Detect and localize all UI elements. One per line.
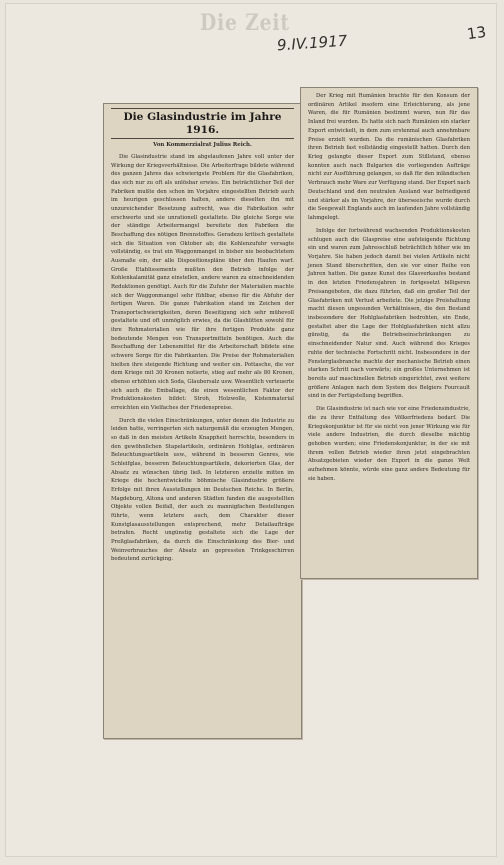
clipping-left-column (103, 103, 302, 739)
article-paragraph: Infolge der fortwährend wachsenden Produktionskosten schlugen auch die Glaspreise eine aufsteigende Richtung ein und waren zum Jahresschluß beträchtlich höher wie im Vorjahre. Sie haben jedoch damit bei vielen Artikeln nicht jenen Stand überschritten, den sie vor einer Reihe von Jahren hatten. Die ganze Kunst des Glasverkaufes bestand in den letzten Friedensjahren in fortgesetzt billigeren Preisangeboten, die dazu führten, daß ein großer Teil der Glasfabriken mit Verlust arbeitete. Die jetzige Preishaltung macht diesen ungesunden Verhältnissen, die den Bestand insbesondere der Hohlglasfabriken bedrohten, ein Ende, gestaltet aber die Lage der Hohlglasfabriken nicht allzu günstig, da die Betriebseinschränkungen zu einschneidender Natur sind. Auch während des Krieges ruhte der technische Fortschritt nicht. Insbesondere in der Fensterglasbranche machte der mechanische Betrieb einen starken Schritt nach vorwärts; ein großes Unternehmen ist bereits auf maschinellen Betrieb eingerichtet, zwei weitere größere Anlagen nach dem System des Belgiers Fourcault sind in der Fertigstellung begriffen. (308, 227, 470, 400)
clipping-right-column (300, 87, 478, 579)
article-paragraph: Durch die vielen Einschränkungen, unter denen die Industrie zu leiden hatte, verringerten sich naturgemäß die erzeugten Mengen, so daß in den meisten Artikeln Knappheit herrschte, besonders in den gewöhnlichen Stapelartikeln, ordinären Hohlglas, ordinären Beleuchtungsartikeln usw., während in besseren Genres, wie Schleifglas, besseren Beleuchtungsartikeln, dekorierten Glas, der Absatz zu wünschen übrig ließ. In letzteren erzielte mitten im Kriege die hochentwickelte böhmische Glasindustrie größere Erfolge mit ihren Ausstellungen im Deutschen Reiche. In Berlin, Magdeburg, Altona und anderen Städten fanden die ausgestellten Objekte vollen Beifall, der auch zu mannigfachen Bestellungen führte, wenn letztere auch, dem Charakter dieser Kunstglasausstellungen entsprechend, mehr Detailaufträge betrafen. Recht ungünstig gestaltete sich die Lage der Preßglasfabriken, da durch die Einschränkung des Bier- und Weinverbrauches der Absatz an gepressten Trinkgeschirren bedeutend zurückging. (111, 417, 294, 563)
article-paragraph: Der Krieg mit Rumänien brachte für den Konsum der ordinären Artikel insofern eine Erleichterung, als jene Waren, die für Rumänien bestimmt waren, nun für das Inland frei wurden. Es hatte sich nach Rumänien ein starker Export entwickelt, in dem zum erstenmal auch annehmbare Preise erzielt wurden. Da die rumänischen Glasfabriken ihren Betrieb fast vollständig eingestellt hatten. Durch den Krieg gelangte dieser Export zum Stillstand, ebenso konnten auch nach Bulgarien die vorliegenden Aufträge nicht zur Ausführung gelangen, so daß für den inländischen Verbrauch mehr Ware zur Verfügung stand. Der Export nach Deutschland und den neutralen Ausland war befriedigend und stärker als im Vorjahre, der überseeische wurde durch die Seegewalt Englands auch im laufenden Jahre vollständig lahmgelegt. (308, 93, 470, 222)
archive-number: 13 (465, 22, 488, 44)
article-paragraph: Die Glasindustrie stand im abgelaufenen Jahre voll unter der Wirkung der Kriegsverhältnisse. Die Arbeiterfrage bildete während des ganzen Jahres das schwierigste Problem für die Glasfabriken, das sich nur zu oft als unlösbar erwies. Ein beträchtlicher Teil der Fabriken mußte den schon im Vorjahre eingestellten Betrieb auch im heurigen geschlossen halten, andere dieselten ihn mit unzureichender Besetzung aufrecht, was die Fabrikation sehr erschwerte und sie unrationell gestaltete. Die gleiche Sorge wie der ständige Arbeitermangel bereitete den Fabriken die Beschaffung des nötigen Brennstoffes. Geradezu kritisch gestaltete sich die Situation von Oktober ab; die Kohlenzufuhr versagte vollständig, es trat ein Waggonmangel in bisher nie beobachtetem Ausmaße ein, der alle Dispositionspläne über den Haufen warf. Große Etablissements mußten den Betrieb infolge der Kohlenkalamität ganz einstellen, andere waren zu einschneidenden Reduktionen genötigt. Auch für die Zufuhr der Materialien machte sich der Waggonmangel sehr fühlbar, ebenso für die Abfuhr der fertigen Waren. Die ganze Fabrikation stand im Zeichen der Transportschwierigkeiten, deren Beseitigung sich sehr mühevoll gestaltete und oft unmöglich erwies, da die Glashütten sowohl für ihre Rohmaterialien wie für ihre fertigen Produkte ganz bedeutende Mengen von Transportmitteln benötigen. Auch die Beschaffung der Lebensmittel für die Arbeiterschaft bildete eine schwere Sorge für die Fabrikanten. Die Preise der Rohmaterialien hielten ihre steigende Richtung und weiter ein. Pottasche, die vor dem Kriege mit 30 Kronen notierte, stieg auf mehr als 80 Kronen, ebenso erhöhten sich Soda, Glaubersalz usw. Wesentlich verteuerte sich auch die Emballage, die einen wesentlichen Faktor der Produktionskosten bildet: Stroh, Holzwolle, Kistenmaterial erreichten ein Vielfaches der Friedenspreise. (111, 154, 294, 412)
article-title: Die Glasindustrie im Jahre 1916. (111, 108, 294, 139)
archive-sheet (6, 4, 496, 856)
handwritten-date: 9.IV.1917 (276, 31, 348, 55)
article-byline: Von Kommerzialrat Julius Reich. (153, 142, 252, 148)
newspaper-masthead: Die Zeit (200, 10, 290, 36)
article-paragraph: Die Glasindustrie ist nach wie vor eine Friedensindustrie, die zu ihrer Entfaltung des Völkerfriedens bedarf. Die Kriegskonjunktur ist für sie nicht von jener Wirkung wie für viele andere Industrien, die durch dieselbe mächtig gehoben wurden; eine Friedenskonjunktur, in der sie mit ihrem vollen Betrieb wieder ihren jetzt eingebrachten Absatzgebieten wieder den Export in die ganze Welt aufnehmen könnte, würde eine ganz andere Bedeutung für sie haben. (308, 406, 470, 482)
